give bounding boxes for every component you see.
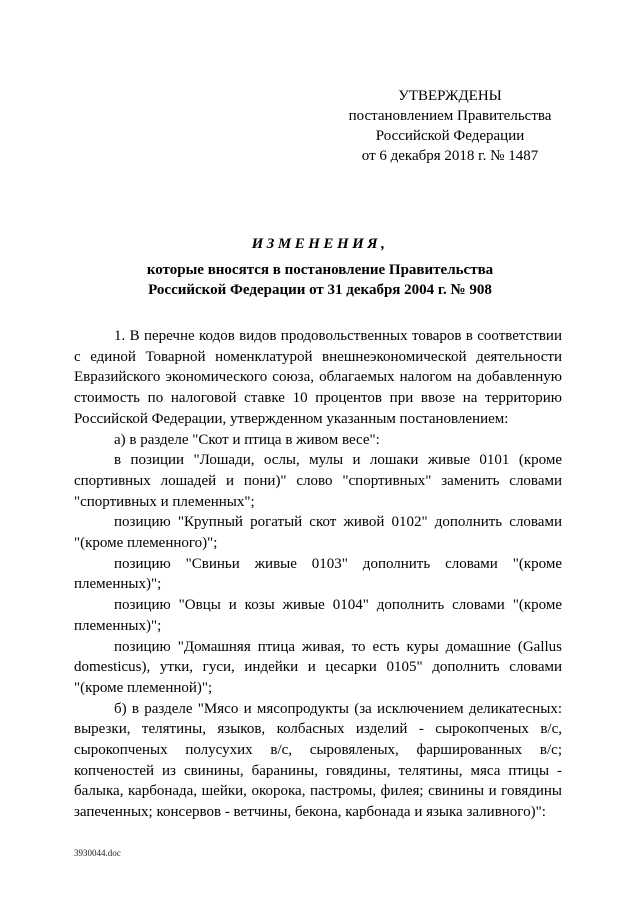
file-name-footer: 3930044.doc	[74, 848, 121, 858]
paragraph	[74, 554, 562, 595]
paragraph	[74, 595, 562, 636]
paragraph-line: племенных)";	[74, 617, 162, 634]
approval-heading: УТВЕРЖДЕНЫ	[398, 88, 502, 104]
approval-line-2: постановлением Правительства	[348, 108, 552, 124]
paragraph-line: запеченных; консервов - ветчины, бекона, карбонада и языка заливного)":	[74, 804, 546, 821]
paragraph-line: "(кроме племенной)";	[74, 679, 213, 696]
document-body	[74, 326, 562, 823]
paragraph-line: б) в разделе "Мясо и мясопродукты (за исключением деликатесных:	[114, 700, 562, 717]
paragraph-line: Российской Федерации, утвержденном указанным постановлением:	[74, 410, 509, 427]
paragraph-line: "спортивных и племенных";	[74, 493, 255, 510]
paragraph-line: 1. В перечне кодов видов продовольственных товаров в соответствии	[114, 328, 562, 344]
paragraph-line: племенных)";	[74, 576, 162, 593]
document-title: ИЗМЕНЕНИЯ,	[251, 236, 389, 252]
paragraph-line: в позиции "Лошади, ослы, мулы и лошаки живые 0101 (кроме	[114, 452, 562, 469]
paragraph	[74, 450, 562, 512]
paragraph	[74, 512, 562, 553]
paragraph-line: позицию "Домашняя птица живая, то есть куры домашние (Gallus	[114, 638, 562, 655]
paragraph-line: "(кроме племенного)";	[74, 535, 218, 552]
paragraph-line: позицию "Крупный рогатый скот живой 0102" дополнить словами	[114, 514, 562, 531]
subtitle-line-1: которые вносятся в постановление Правительства	[146, 262, 494, 278]
approval-block	[330, 86, 570, 166]
paragraph	[74, 699, 562, 823]
paragraph-line: а) в разделе "Скот и птица в живом весе":	[114, 431, 380, 448]
paragraph-line: domesticus), утки, гуси, индейки и цесарки 0105" дополнить словами	[74, 659, 562, 676]
paragraph-line: Евразийского экономического союза, облагаемых налогом на добавленную	[74, 369, 562, 386]
paragraph-line: сырокопченых полусухих в/с, сыровяленых, фаршированных в/с;	[74, 742, 562, 759]
approval-date-number: от 6 декабря 2018 г. № 1487	[361, 148, 539, 164]
paragraph	[74, 430, 562, 451]
paragraph-line: вырезки, телятины, языков, колбасных изделий - сырокопченых в/с,	[74, 721, 562, 738]
subtitle-line-2: Российской Федерации от 31 декабря 2004 г. № 908	[148, 282, 492, 298]
paragraph-line: позицию "Свиньи живые 0103" дополнить словами "(кроме	[114, 555, 562, 572]
paragraph-line: позицию "Овцы и козы живые 0104" дополнить словами "(кроме	[114, 597, 562, 614]
paragraph-line: копченостей из свинины, баранины, говядины, телятины, мяса птицы -	[74, 762, 562, 779]
paragraph-line: с единой Товарной номенклатурой внешнеэкономической деятельности	[74, 348, 562, 365]
approval-line-3: Российской Федерации	[375, 128, 525, 144]
paragraph	[74, 637, 562, 699]
paragraph-line: стоимость по налоговой ставке 10 процентов при ввозе на территорию	[74, 390, 562, 407]
paragraph-line: балыка, карбонада, шейки, окорока, пастромы, филея; свинины и говядины	[74, 783, 562, 800]
document-subtitle	[0, 260, 640, 300]
paragraph-line: спортивных лошадей и пони)" слово "спортивных" заменить словами	[74, 472, 562, 489]
paragraph	[74, 326, 562, 430]
